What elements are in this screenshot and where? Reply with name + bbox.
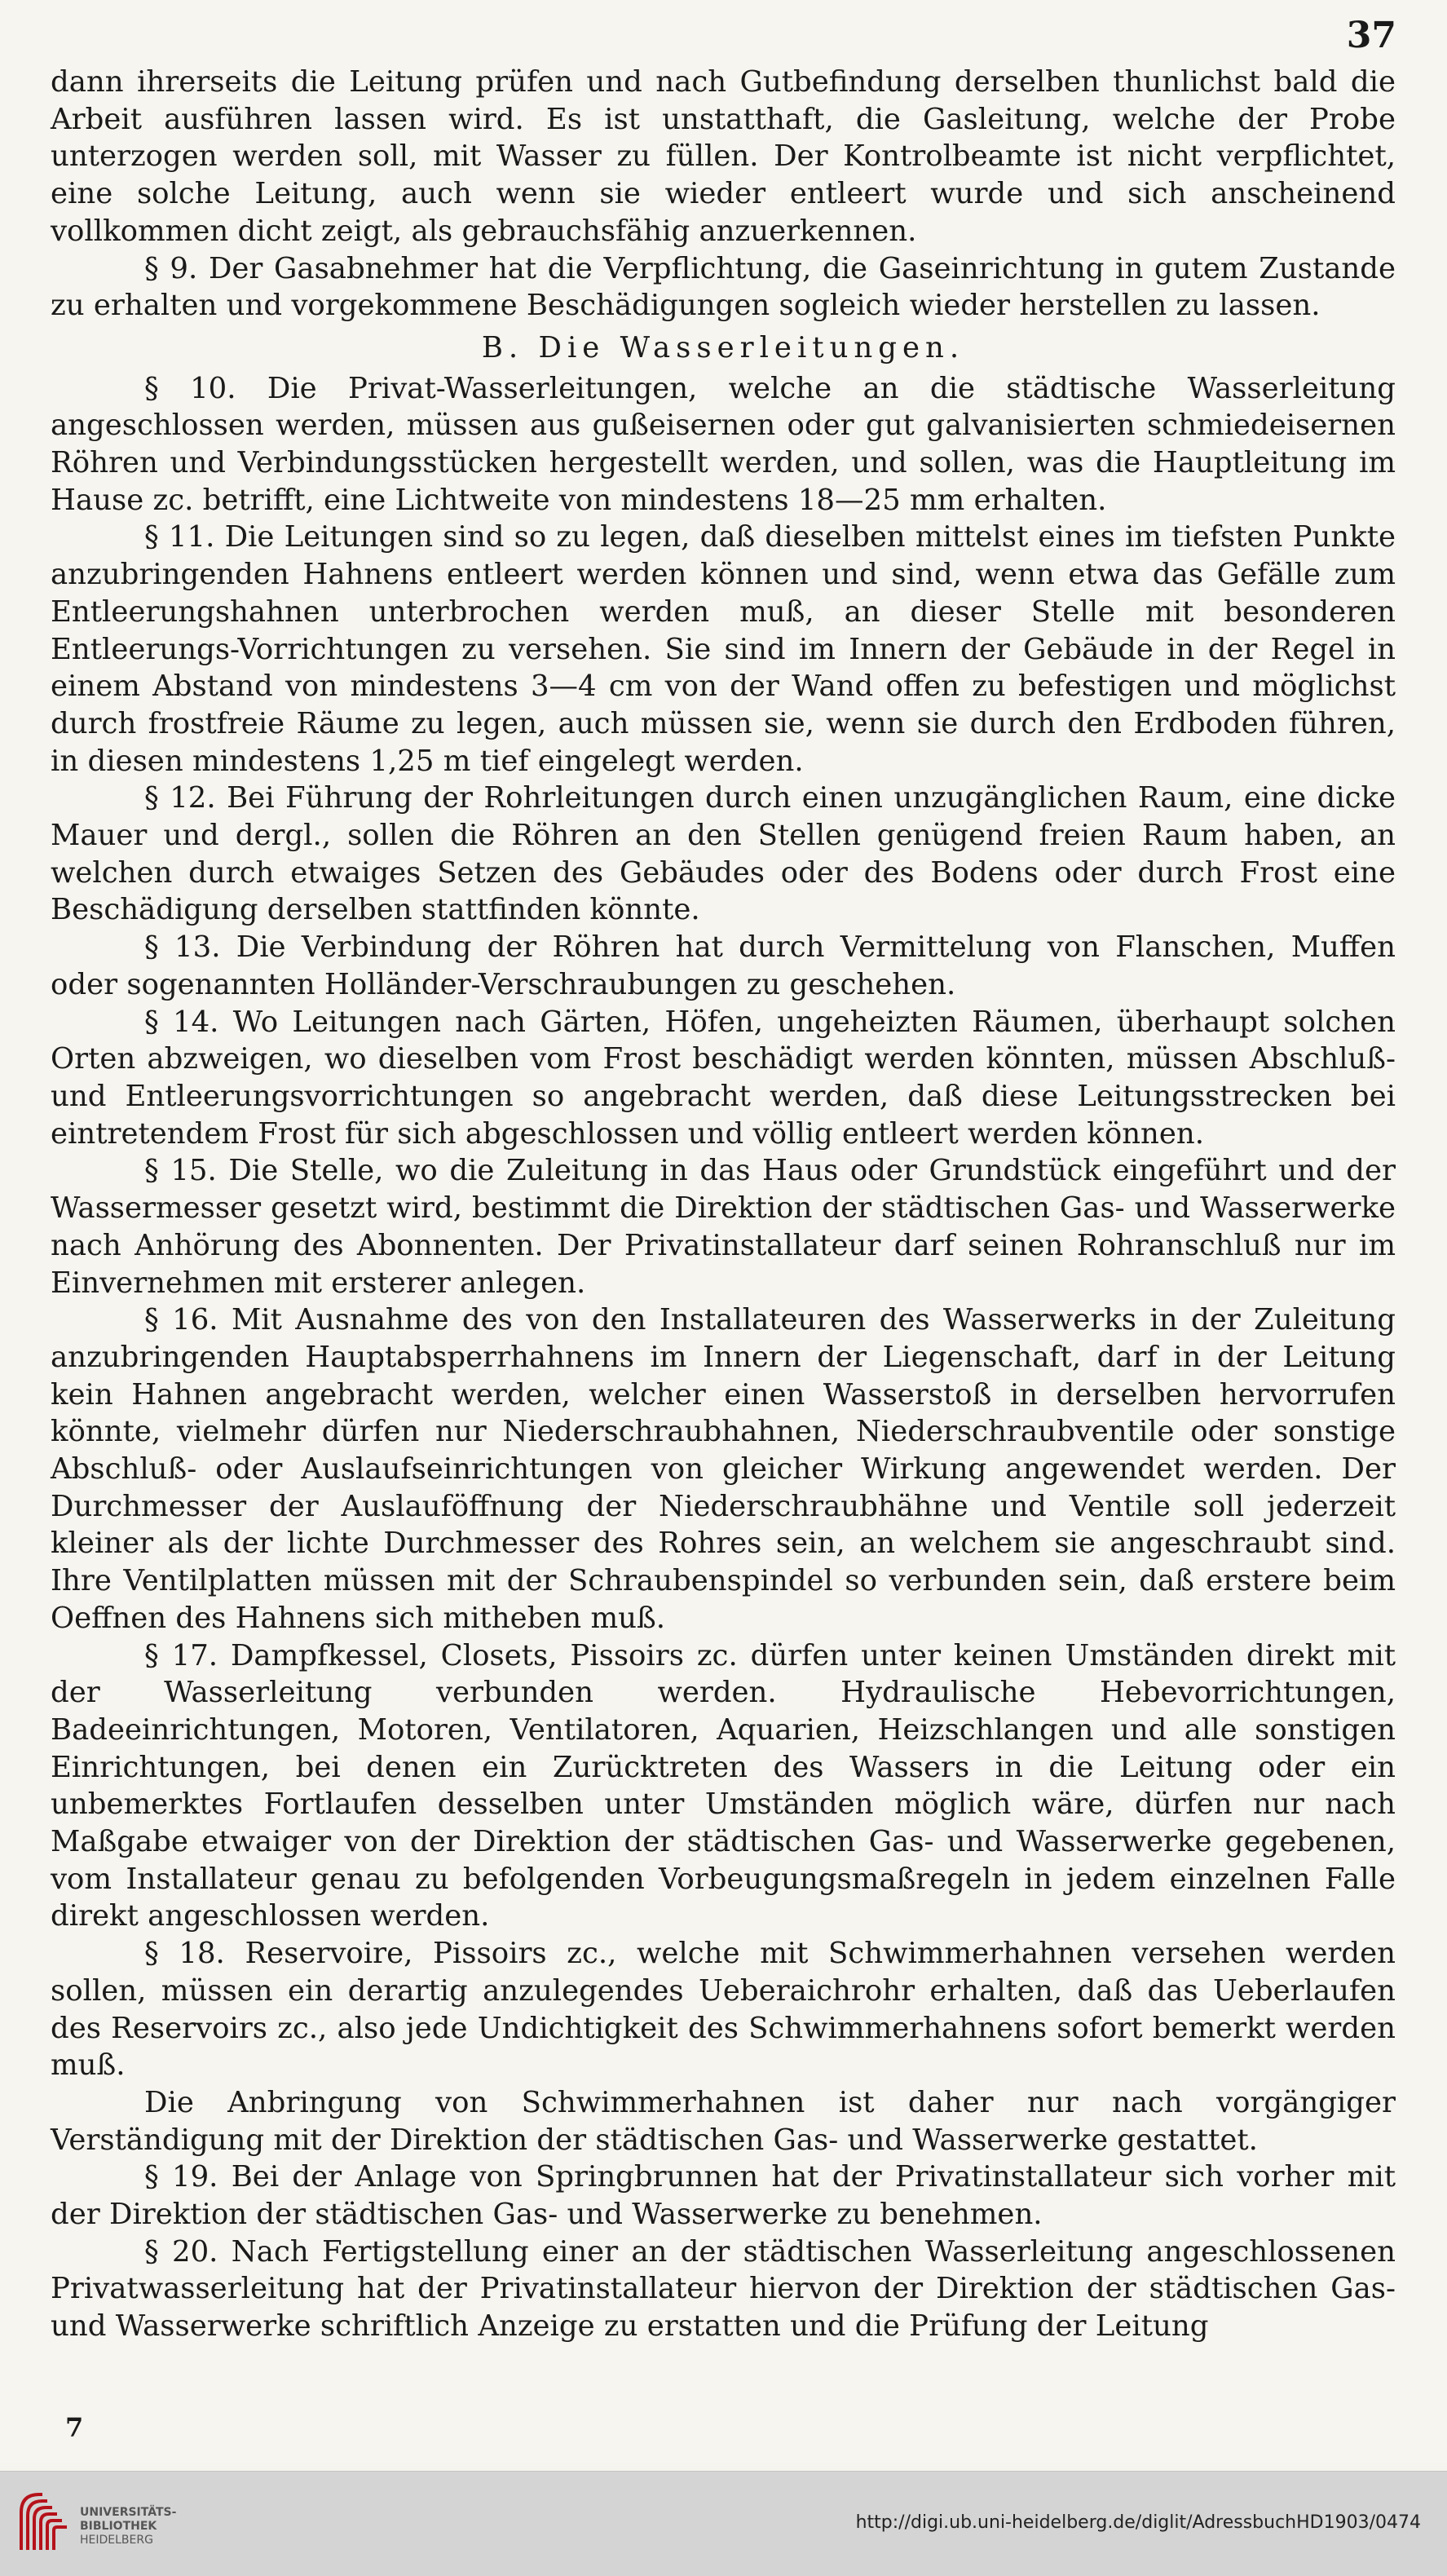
viewer-footer [0, 2471, 1447, 2576]
library-name-line-2: BIBLIOTHEK [80, 2520, 157, 2533]
library-name [80, 2506, 176, 2547]
paragraph-section-11: § 11. Die Leitungen sind so zu legen, daß dieselben mittelst eines im tiefsten Punkte anzubringenden Hahnens entleert werden können und sind, wenn etwa das Gefälle zum Entleerungshahnen unterbrochen werden muß, an dieser Stelle mit besonderen Entleerungs-Vorrichtungen zu versehen. Sie sind im Innern der Gebäude in der Regel in einem Abstand von mindestens 3—4 cm von der Wand offen zu befestigen und möglichst durch frostfreie Räume zu legen, auch müssen sie, wenn sie durch den Erdboden führen, in diesen mindestens 1,25 m tief eingelegt werden. [51, 520, 1396, 778]
paragraph-section-19: § 19. Bei der Anlage von Springbrunnen hat der Privatinstallateur sich vorher mit der Direktion der städtischen Gas- und Wasserwerke zu benehmen. [51, 2160, 1396, 2232]
paragraph-continuation: dann ihrerseits die Leitung prüfen und nach Gutbefindung derselben thunlichst bald die Arbeit ausführen lassen wird. Es ist unstatthaft, die Gasleitung, welche der Probe unterzogen werden soll, mit Wasser zu füllen. Der Kontrolbeamte ist nicht verpflichtet, eine solche Leitung, auch wenn sie wieder entleert wurde und sich anscheinend vollkommen dicht zeigt, als gebrauchsfähig anzuerkennen. [51, 65, 1396, 248]
university-library-logo-icon [15, 2488, 73, 2556]
page-number: 37 [1346, 15, 1396, 56]
paragraph-section-10: § 10. Die Privat-Wasserleitungen, welche an die städtische Wasserleitung angeschlossen werden, müssen aus gußeisernen oder gut galvanisierten schmiedeisernen Röhren und Verbindungsstücken hergestellt werden, und sollen, was die Hauptleitung im Hause zc. betrifft, eine Lichtweite von mindestens 18—25 mm erhalten. [51, 371, 1396, 517]
section-heading-wasserleitungen: B. Die Wasserleitungen. [481, 330, 965, 365]
paragraph-section-14: § 14. Wo Leitungen nach Gärten, Höfen, ungeheizten Räumen, überhaupt solchen Orten abzweigen, wo dieselben vom Frost beschädigt werden könnten, müssen Abschluß- und Entleerungsvorrichtungen so angebracht werden, daß diese Leitungsstrecken bei eintretendem Frost für sich abgeschlossen und völlig entleert werden können. [51, 1005, 1396, 1151]
paragraph-section-12: § 12. Bei Führung der Rohrleitungen durch einen unzugänglichen Raum, eine dicke Mauer und dergl., sollen die Röhren an den Stellen genügend freien Raum haben, an welchen durch etwaiges Setzen des Gebäudes oder des Bodens oder durch Frost eine Beschädigung derselben stattfinden könnte. [51, 781, 1396, 927]
paragraph-section-16: § 16. Mit Ausnahme des von den Installateuren des Wasserwerks in der Zuleitung anzubringenden Hauptabsperrhahnens im Innern der Liegenschaft, darf in der Leitung kein Hahnen angebracht werden, welcher einen Wasserstoß in derselben hervorrufen könnte, vielmehr dürfen nur Niederschraubhahnen, Niederschraubventile oder sonstige Abschluß- oder Auslaufseinrichtungen von gleicher Wirkung angewendet werden. Der Durchmesser der Auslauföffnung der Niederschraubhähne und Ventile soll jederzeit kleiner als der lichte Durchmesser des Rohres sein, an welchem sie angeschraubt sind. Ihre Ventilplatten müssen mit der Schraubenspindel so verbunden sein, daß erstere beim Oeffnen des Hahnens sich mitheben muß. [51, 1303, 1396, 1635]
source-url-link[interactable]: http://digi.ub.uni-heidelberg.de/diglit/AdressbuchHD1903/0474 [855, 2512, 1421, 2533]
paragraph-section-18-note: Die Anbringung von Schwimmerhahnen ist daher nur nach vorgängiger Verständigung mit der Direktion der städtischen Gas- und Wasserwerke gestattet. [51, 2085, 1396, 2157]
library-name-line-3: HEIDELBERG [80, 2534, 153, 2547]
library-name-line-1: UNIVERSITÄTS- [80, 2506, 177, 2519]
paragraph-section-9: § 9. Der Gasabnehmer hat die Verpflichtung, die Gaseinrichtung in gutem Zustande zu erhalten und vorgekommene Beschädigungen sogleich wieder herstellen zu lassen. [51, 251, 1396, 323]
paragraph-section-15: § 15. Die Stelle, wo die Zuleitung in das Haus oder Grundstück eingeführt und der Wassermesser gesetzt wird, bestimmt die Direktion der städtischen Gas- und Wasserwerke nach Anhörung des Abonnenten. Der Privatinstallateur darf seinen Rohranschluß nur im Einvernehmen mit ersterer anlegen. [51, 1154, 1396, 1300]
paragraph-section-13: § 13. Die Verbindung der Röhren hat durch Vermittelung von Flanschen, Muffen oder sogenannten Holländer-Verschraubungen zu geschehen. [51, 930, 1396, 1001]
paragraph-section-18: § 18. Reservoire, Pissoirs zc., welche mit Schwimmerhahnen versehen werden sollen, müssen ein derartig anzulegendes Ueberaichrohr erhalten, daß das Ueberlaufen des Reservoirs zc., also jede Undichtigkeit des Schwimmerhahnens sofort bemerkt werden muß. [51, 1937, 1396, 2083]
paragraph-section-17: § 17. Dampfkessel, Closets, Pissoirs zc. dürfen unter keinen Umständen direkt mit der Wasserleitung verbunden werden. Hydraulische Hebevorrichtungen, Badeeinrichtungen, Motoren, Ventilatoren, Aquarien, Heizschlangen und alle sonstigen Einrichtungen, bei denen ein Zurücktreten des Wassers in die Leitung oder ein unbemerktes Fortlaufen desselben unter Umständen möglich wäre, dürfen nur nach Maßgabe etwaiger von der Direktion der städtischen Gas- und Wasserwerke gegebenen, vom Installateur genau zu befolgenden Vorbeugungsmaßregeln in jedem einzelnen Falle direkt angeschlossen werden. [51, 1638, 1396, 1933]
paragraph-section-20: § 20. Nach Fertigstellung einer an der städtischen Wasserleitung angeschlossenen Privatwasserleitung hat der Privatinstallateur hiervon der Direktion der städtischen Gas- und Wasserwerke schriftlich Anzeige zu erstatten und die Prüfung der Leitung [51, 2234, 1396, 2344]
document-body [51, 64, 1396, 2345]
footnote-mark: 7 [65, 2412, 84, 2443]
